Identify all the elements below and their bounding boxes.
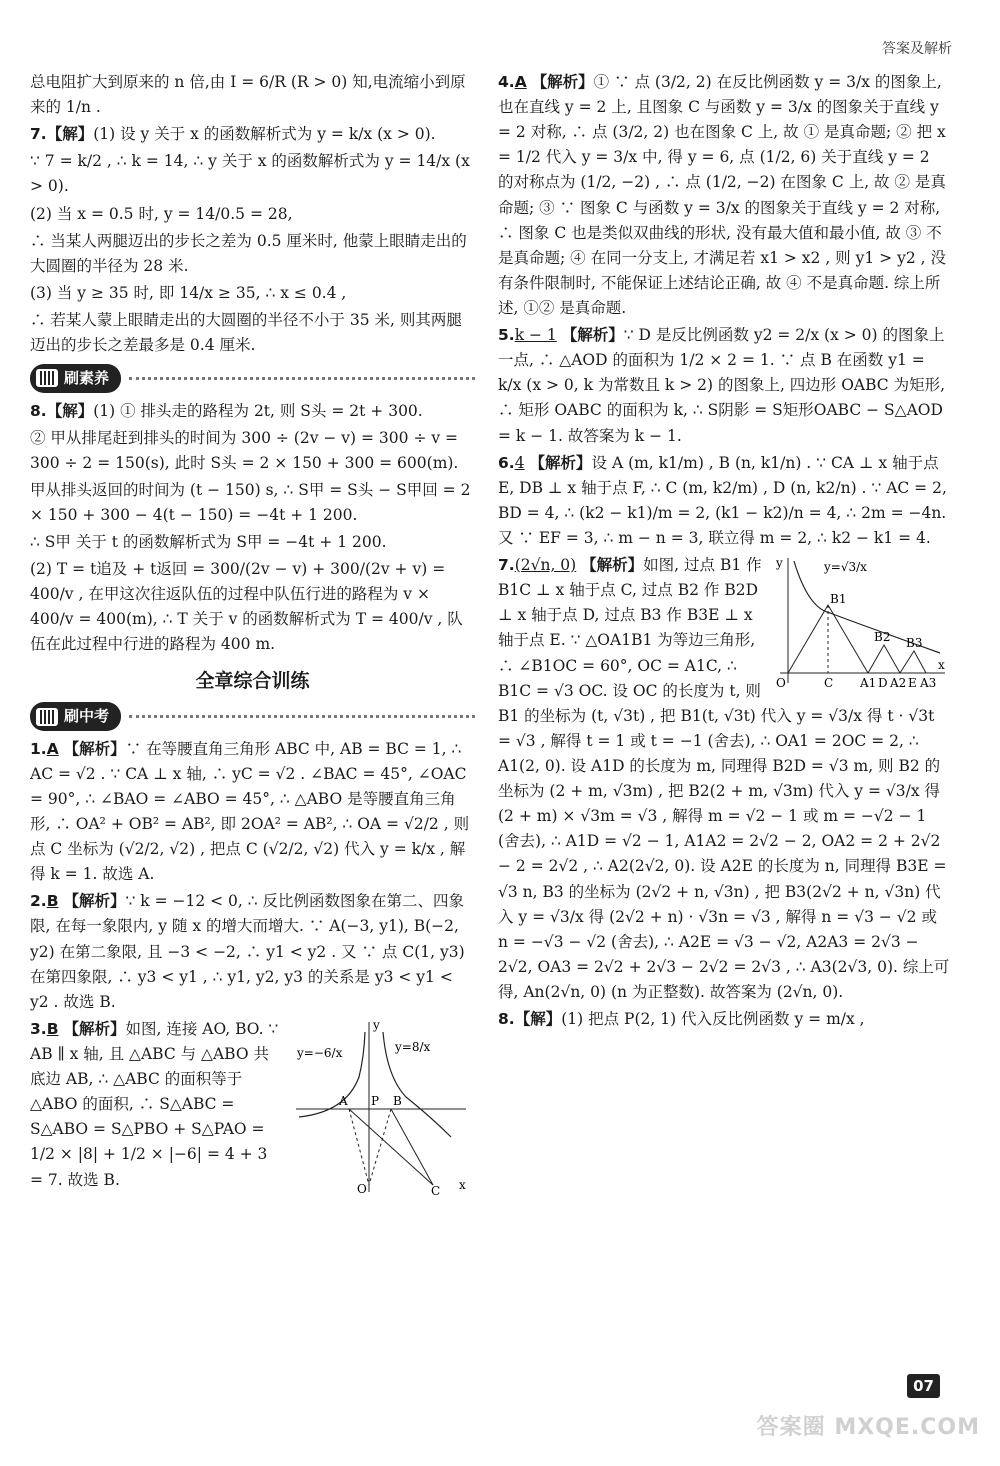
q3-text: 如图, 连接 AO, BO. ∵ AB ∥ x 轴, 且 △ABC 与 △ABO 共底边 AB, ∴ △ABC 的面积等于 △ABO 的面积, ∴ S△ABC = S△ABO = S△PBO + S△PAO = 1/2 × |8| + 1/2 × |−6| = 4 + 3 = 7. 故选 B.: [30, 1019, 279, 1189]
label-C: C: [824, 676, 834, 691]
q1: [30, 737, 475, 888]
chapter-title: 全章综合训练: [195, 669, 310, 692]
label-B: B: [393, 1093, 402, 1108]
question-number: 7.: [498, 556, 515, 575]
q7-line-1: (1) 设 y 关于 x 的函数解析式为 y = k/x (x > 0).: [93, 125, 436, 144]
answer: A: [514, 73, 527, 91]
ao-line: [349, 1109, 369, 1185]
label-D: D: [878, 676, 888, 691]
q5: [498, 323, 950, 449]
left-column: [30, 70, 475, 1201]
badge-label: 刷素养: [64, 369, 110, 388]
q8-line-3: 甲从排头返回的时间为 (t − 150) s, ∴ S甲 = S头 − S甲回 = 2 × 150 + 300 − 4(t − 150) = −4t + 1 200.: [30, 480, 471, 524]
f2-label: y=8/x: [395, 1039, 431, 1054]
triangle-1: [788, 605, 868, 673]
label-x: x: [459, 1177, 466, 1192]
q7-text: 如图, 过点 B1 作 B1C ⊥ x 轴于点 C, 过点 B2 作 B2D ⊥ x 轴于点 D, 过点 B3 作 B3E ⊥ x 轴于点 E. ∵ △OA1B1 为等边三角形, ∴ ∠B1OC = 60°, OC = A1C, ∴ B1C = √3 OC. 设 OC 的长度为 t, 则 B1 的坐标为 (t, √3t) , 把 B1(t, √3t) 代入 y = √3/x 得 t · √3t = √3 , 解得 t = 1 或 t = −1 (舍去), ∴ OA1 = 2OC = 2, ∴ A1(2, 0). 设 A1D 的长度为 m, 同理得 B2D = √3 m, 则 B2 的坐标为 (2 + m, √3m) , 把 B2(2 + m, √3m) 代入 y = √3/x 得 (2 + m) × √3m = √3 , 解得 m = √2 − 1 或 m = −√2 − 1 (舍去), ∴ A1D = √2 − 1, A1A2 = 2√2 − 2, OA2 = 2 + 2√2 − 2 = 2√2 , ∴ A2(2√2, 0). 设 A2E 的长度为 n, 同理得 B3E = √3 n, B3 的坐标为 (2√2 + n, √3n) , 把 B3(2√2 + n, √3n) 代入 y = √3/x 得 (2√2 + n) · √3n = √3 , 解得 n = √3 − √2 或 n = −√3 − √2 (舍去), ∴ A2E = √3 − √2, A2A3 = 2√3 − 2√2, OA3 = 2√2 + 2√3 − 2√2 = 2√3 , ∴ A3(2√3, 0). 综上可得, An(2√n, 0) (n 为正整数). 故答案为 (2√n, 0).: [498, 556, 950, 1001]
solution-tag: 【解】: [46, 125, 94, 144]
label-x: x: [938, 658, 945, 673]
label-A3: A3: [920, 676, 937, 691]
curve-neg6: [299, 1032, 365, 1117]
q7-line-3: (2) 当 x = 0.5 时, y = 14/0.5 = 28,: [30, 204, 293, 223]
question-number: 6.: [498, 453, 515, 472]
f1-label: y=−6/x: [297, 1045, 343, 1060]
dotted-divider: [129, 377, 475, 380]
analysis-tag: 【解析】: [63, 892, 126, 911]
question-number: 7.: [30, 125, 47, 144]
question-number: 1.: [30, 739, 47, 758]
label-E: E: [908, 676, 917, 691]
book-icon: [36, 369, 58, 387]
f-label: y=√3/x: [824, 560, 867, 575]
page-number: 07: [907, 1374, 940, 1398]
answer: (2√n, 0): [514, 556, 577, 575]
analysis-tag: 【解析】: [581, 556, 644, 575]
badge-label: 刷中考: [64, 707, 110, 726]
answer: A: [46, 739, 59, 758]
solution-tag: 【解】: [514, 1010, 562, 1029]
label-B1: B1: [830, 592, 847, 607]
label-A1: A1: [860, 676, 877, 691]
q2: [30, 889, 475, 1015]
bc-line: [391, 1109, 433, 1185]
q8-line-1: (1) ① 排头走的路程为 2t, 则 S头 = 2t + 300.: [93, 401, 423, 420]
triangle-3: [900, 651, 926, 673]
q8-text: (1) 把点 P(2, 1) 代入反比例函数 y = m/x ,: [561, 1010, 865, 1029]
page-header: 答案及解析: [882, 41, 952, 57]
q5-text: ∵ D 是反比例函数 y2 = 2/x (x > 0) 的图象上一点, ∴ △AOD 的面积为 1/2 × 2 = 1. ∵ 点 B 在函数 y1 = k/x (x > 0, k 为常数且 k > 2) 的图象上, 四边形 OABC 为矩形, ∴ 矩形 OABC 的面积为 k, ∴ S阴影 = S矩形OABC − S△AOD = k − 1. 故答案为 k − 1.: [498, 326, 946, 445]
analysis-tag: 【解析】: [63, 1019, 126, 1038]
dotted-divider: [129, 715, 475, 718]
q4-text: ① ∵ 点 (3/2, 2) 在反比例函数 y = 3/x 的图象上, 也在直线 y = 2 上, 且图象 C 与函数 y = 3/x 的图象关于直线 y = 2 对称, ∴ 点 (3/2, 2) 也在图象 C 上, 故 ① 是真命题; ② 把 x = 1/2 代入 y = 3/x 中, 得 y = 6, 点 (1/2, 6) 关于直线 y = 2 的对称点为 (1/2, −2) , ∴ 点 (1/2, −2) 在图象 C 上, 故 ② 是真命题; ③ ∵ 图象 C 与函数 y = 3/x 的图象关于直线 y = 2 对称, ∴ 图象 C 也是类似双曲线的形状, 没有最大值和最小值, 故 ③ 不是真命题; ④ 在同一分支上, 才满足若 x1 > x2 , 则 y1 > y2 , 没有条件限制时, 不能保证上述结论正确, 故 ④ 不是真命题. 综上所述, ①② 是真命题.: [498, 73, 946, 317]
q7-figure: [770, 553, 950, 693]
label-y: y: [776, 556, 783, 571]
q6: [498, 451, 950, 551]
question-number: 4.: [498, 73, 515, 91]
triangle-2: [868, 645, 900, 673]
label-A: A: [339, 1093, 348, 1108]
q4: [498, 70, 950, 321]
label-y: y: [373, 1017, 380, 1032]
q8-right: [498, 1007, 950, 1032]
section-badge-exam: [30, 702, 475, 730]
question-number: 5.: [498, 326, 515, 345]
label-P: P: [371, 1093, 380, 1108]
q3: [30, 1017, 475, 1197]
question-number: 8.: [498, 1010, 515, 1029]
q3-figure: [291, 1017, 471, 1197]
solution-tag: 【解】: [46, 401, 94, 420]
section-badge-literacy: [30, 364, 475, 392]
q8-left: [30, 399, 475, 424]
answer: k − 1: [514, 326, 557, 345]
answer: B: [46, 1019, 59, 1038]
q7-line-2: ∵ 7 = k/2 , ∴ k = 14, ∴ y 关于 x 的函数解析式为 y = 14/x (x > 0).: [30, 152, 470, 196]
q6-text: 设 A (m, k1/m) , B (n, k1/n) . ∵ CA ⊥ x 轴于点 E, DB ⊥ x 轴于点 F, ∴ C (m, k2/m) , D (n, k2/n) . ∵ AC = 2, BD = 4, ∴ (k2 − k1)/m = 2, (k1 − k2)/n = 4, ∴ 2m = −4n. 又 ∵ EF = 3, ∴ m − n = 3, 联立得 m = 2, ∴ k2 − k1 = 4.: [498, 453, 947, 547]
answer: B: [46, 892, 59, 911]
label-O: O: [357, 1181, 367, 1196]
question-number: 2.: [30, 892, 47, 911]
question-number: 8.: [30, 401, 47, 420]
q7: [498, 553, 950, 1005]
q2-text: ∵ k = −12 < 0, ∴ 反比例函数图象在第二、四象限, 在每一象限内, y 随 x 的增大而增大. ∵ A(−3, y1), B(−2, y2) 在第二象限, 且 −3 < −2, ∴ y1 < y2 . 又 ∵ 点 C(1, y3) 在第四象限, ∴ y3 < y1 , ∴ y1, y2, y3 的关系是 y3 < y1 < y2 . 故选 B.: [30, 892, 465, 1011]
analysis-tag: 【解析】: [531, 73, 594, 91]
q7-left: [30, 122, 475, 147]
q8-line-4: ∴ S甲 关于 t 的函数解析式为 S甲 = −4t + 1 200.: [30, 533, 387, 552]
q7-line-4: ∴ 当某人两腿迈出的步长之差为 0.5 厘米时, 他蒙上眼睛走出的大圆圈的半径为 28 米.: [30, 231, 467, 275]
label-B2: B2: [874, 630, 891, 645]
badge: [30, 702, 121, 730]
q7-line-5: (3) 当 y ≥ 35 时, 即 14/x ≥ 35, ∴ x ≤ 0.4 ,: [30, 283, 347, 302]
q8-line-5: (2) T = t追及 + t返回 = 300/(2v − v) + 300/(2v + v) = 400/v , 在甲这次往返队伍的过程中队伍行进的路程为 v × 400/v = 400(m), ∴ T 关于 v 的函数解析式为 T = 400/v , 队伍在此过程中行进的路程为 400 m.: [30, 560, 463, 654]
continued-paragraph: 总电阻扩大到原来的 n 倍,由 I = 6/R (R > 0) 知,电流缩小到原来的 1/n .: [30, 73, 466, 117]
analysis-tag: 【解析】: [561, 326, 624, 345]
q1-text: ∵ 在等腰直角三角形 ABC 中, AB = BC = 1, ∴ AC = √2 . ∵ CA ⊥ x 轴, ∴ yC = √2 . ∠BAC = 45°, ∠OAC = 90°, ∴ ∠BAO = ∠ABO = 45°, ∴ △ABO 是等腰直角三角形, ∴ OA² + OB² = AB², 即 2OA² = AB², ∴ OA = √2/2 , 则点 C 坐标为 (√2/2, √2) , 把点 C (√2/2, √2) 代入 y = k/x , 解得 k = 1. 故选 A.: [30, 739, 470, 884]
q8-line-2: ② 甲从排尾赶到排头的时间为 300 ÷ (2v − v) = 300 ÷ v = 300 ÷ 2 = 150(s), 此时 S头 = 2 × 150 + 300 = 600(m).: [30, 428, 459, 472]
bo-line: [369, 1109, 391, 1185]
label-B3: B3: [906, 636, 923, 651]
watermark: 答案圈 MXQE.COM: [756, 1415, 980, 1441]
answer: 4: [514, 453, 525, 472]
analysis-tag: 【解析】: [63, 739, 126, 758]
ac-line: [349, 1109, 433, 1185]
label-C: C: [431, 1183, 441, 1197]
label-O: O: [776, 676, 786, 691]
question-number: 3.: [30, 1019, 47, 1038]
analysis-tag: 【解析】: [529, 453, 592, 472]
right-column: [498, 70, 950, 1034]
book-icon: [36, 708, 58, 726]
q7-line-6: ∴ 若某人蒙上眼睛走出的大圆圈的半径不小于 35 米, 则其两腿迈出的步长之差最多是 0.4 厘米.: [30, 310, 462, 355]
label-A2: A2: [890, 676, 907, 691]
badge: [30, 364, 121, 392]
